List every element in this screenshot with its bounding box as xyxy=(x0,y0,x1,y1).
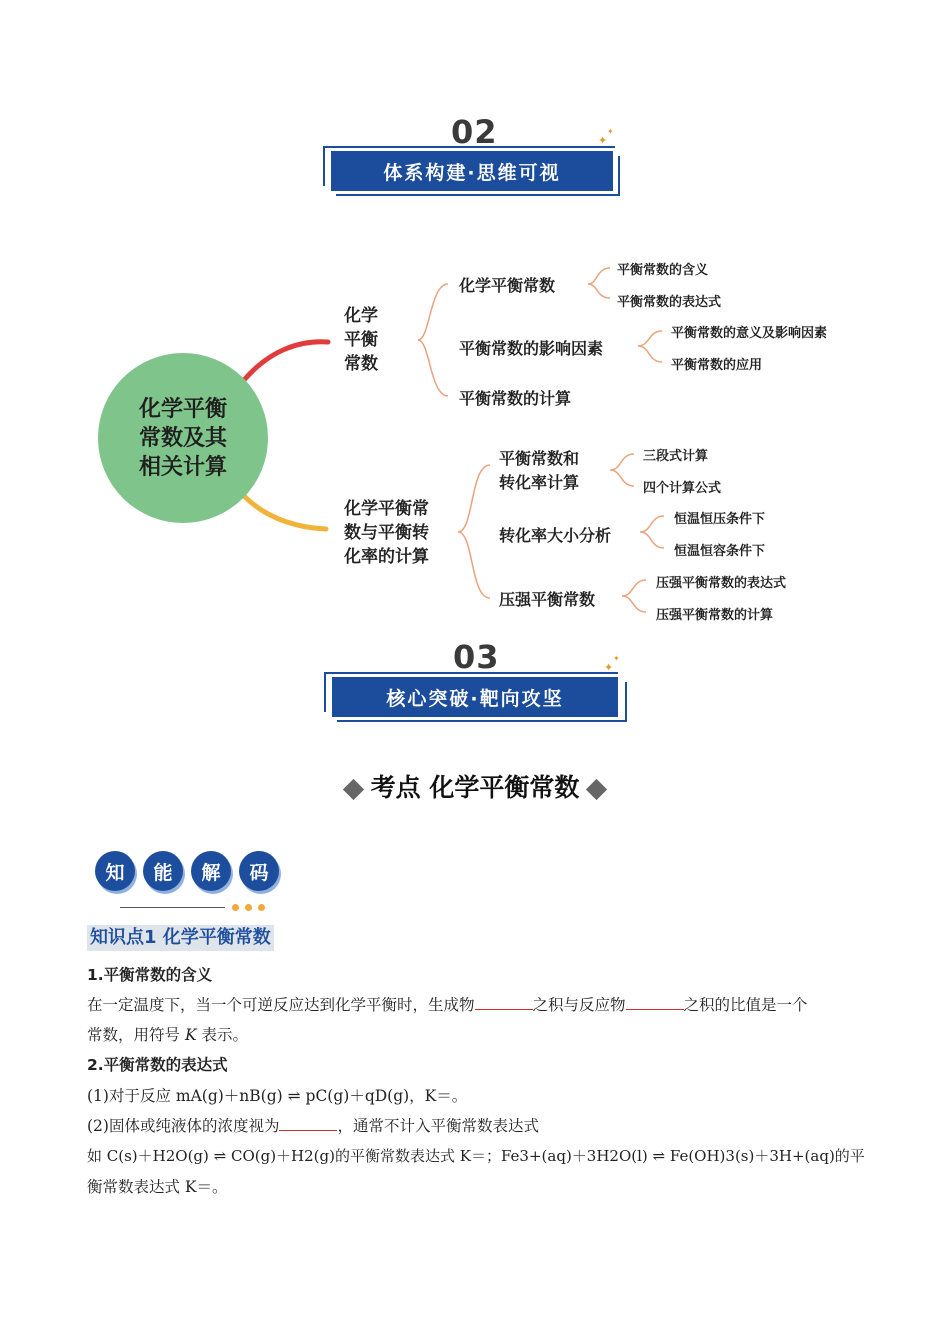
dot xyxy=(232,904,239,911)
branch1-line xyxy=(244,342,328,380)
diamond-icon xyxy=(586,778,607,799)
heading-1: 1.平衡常数的含义 xyxy=(87,966,213,984)
mindmap-center xyxy=(98,353,268,523)
badge-neng: 能 xyxy=(143,851,183,891)
sparkle-icon: ✦ xyxy=(613,654,620,663)
dot xyxy=(258,904,265,911)
bracket xyxy=(418,284,448,396)
paragraph-2: (1)对于反应 mA(g)＋nB(g) ⇌ pC(g)＋qD(g)，K＝。 xyxy=(87,1087,468,1105)
node-label: 压强平衡常数 xyxy=(499,590,596,609)
node-label: 转化率大小分析 xyxy=(499,526,612,545)
badge-zhi: 知 xyxy=(95,851,135,891)
leaf-label: 恒温恒压条件下 xyxy=(674,512,766,527)
paragraph-4: 如 C(s)＋H2O(g) ⇌ CO(g)＋H2(g)的平衡常数表达式 K＝；Fe3+(aq)＋3H2O(l) ⇌ Fe(OH)3(s)＋3H+(aq)的平 xyxy=(87,1147,865,1165)
leaf-label: 平衡常数的应用 xyxy=(671,358,763,373)
branch2-line xyxy=(244,496,326,529)
node-label: 平衡常数的影响因素 xyxy=(459,339,604,358)
bracket xyxy=(640,516,664,548)
answer-blank[interactable] xyxy=(626,995,684,1010)
paragraph-3: (2)固体或纯液体的浓度视为 ，通常不计入平衡常数表达式 xyxy=(87,1117,539,1135)
node-label: 化学平衡常数 xyxy=(459,276,556,295)
paragraph-1-cont: 常数，用符号 K 表示。 xyxy=(87,1026,248,1044)
paragraph-5: 衡常数表达式 K＝。 xyxy=(87,1178,228,1196)
answer-blank[interactable] xyxy=(279,1116,337,1131)
leaf-label: 压强平衡常数的表达式 xyxy=(656,576,787,591)
badge-jie: 解 xyxy=(191,851,231,891)
kaodian-heading xyxy=(0,768,950,804)
diamond-icon xyxy=(343,778,364,799)
node-label: 平衡常数和 转化率计算 xyxy=(499,449,580,492)
bracket xyxy=(622,580,646,612)
sparkle-icon: ✦ xyxy=(598,134,608,147)
badge-ma: 码 xyxy=(239,851,279,891)
kaodian-title: 考点 化学平衡常数 xyxy=(370,773,580,802)
bracket xyxy=(588,268,610,298)
bracket xyxy=(638,331,662,362)
knowledge-title: 知识点1 化学平衡常数 xyxy=(87,925,274,951)
bracket xyxy=(610,454,634,486)
dot xyxy=(245,904,252,911)
branch2-label: 化学平衡常 数与平衡转 化率的计算 xyxy=(344,499,429,567)
leaf-label: 平衡常数的意义及影响因素 xyxy=(671,326,828,341)
leaf-label: 三段式计算 xyxy=(643,449,709,464)
section-03-banner: 核心突破·靶向攻坚 xyxy=(332,677,618,717)
leaf-label: 四个计算公式 xyxy=(643,481,722,496)
branch1-label: 化学 平衡 常数 xyxy=(344,306,378,374)
bracket xyxy=(458,465,490,598)
sparkle-icon: ✦ xyxy=(607,127,614,136)
section-03-number: 03 xyxy=(453,638,500,676)
sparkle-icon: ✦ xyxy=(604,661,614,674)
section-02-banner: 体系构建·思维可视 xyxy=(331,151,613,191)
leaf-label: 平衡常数的含义 xyxy=(617,263,709,278)
leaf-label: 压强平衡常数的计算 xyxy=(656,608,774,623)
leaf-label: 平衡常数的表达式 xyxy=(617,295,722,310)
node-label: 平衡常数的计算 xyxy=(459,389,572,408)
answer-blank[interactable] xyxy=(475,995,533,1010)
paragraph-1: 在一定温度下，当一个可逆反应达到化学平衡时，生成物 之积与反应物 之积的比值是一个 xyxy=(87,996,808,1014)
leaf-label: 恒温恒容条件下 xyxy=(674,544,766,559)
divider-line xyxy=(120,907,225,908)
mindmap-center-label: 化学平衡 常数及其 相关计算 xyxy=(138,396,227,480)
section-02-number: 02 xyxy=(451,113,498,151)
heading-2: 2.平衡常数的表达式 xyxy=(87,1056,228,1074)
